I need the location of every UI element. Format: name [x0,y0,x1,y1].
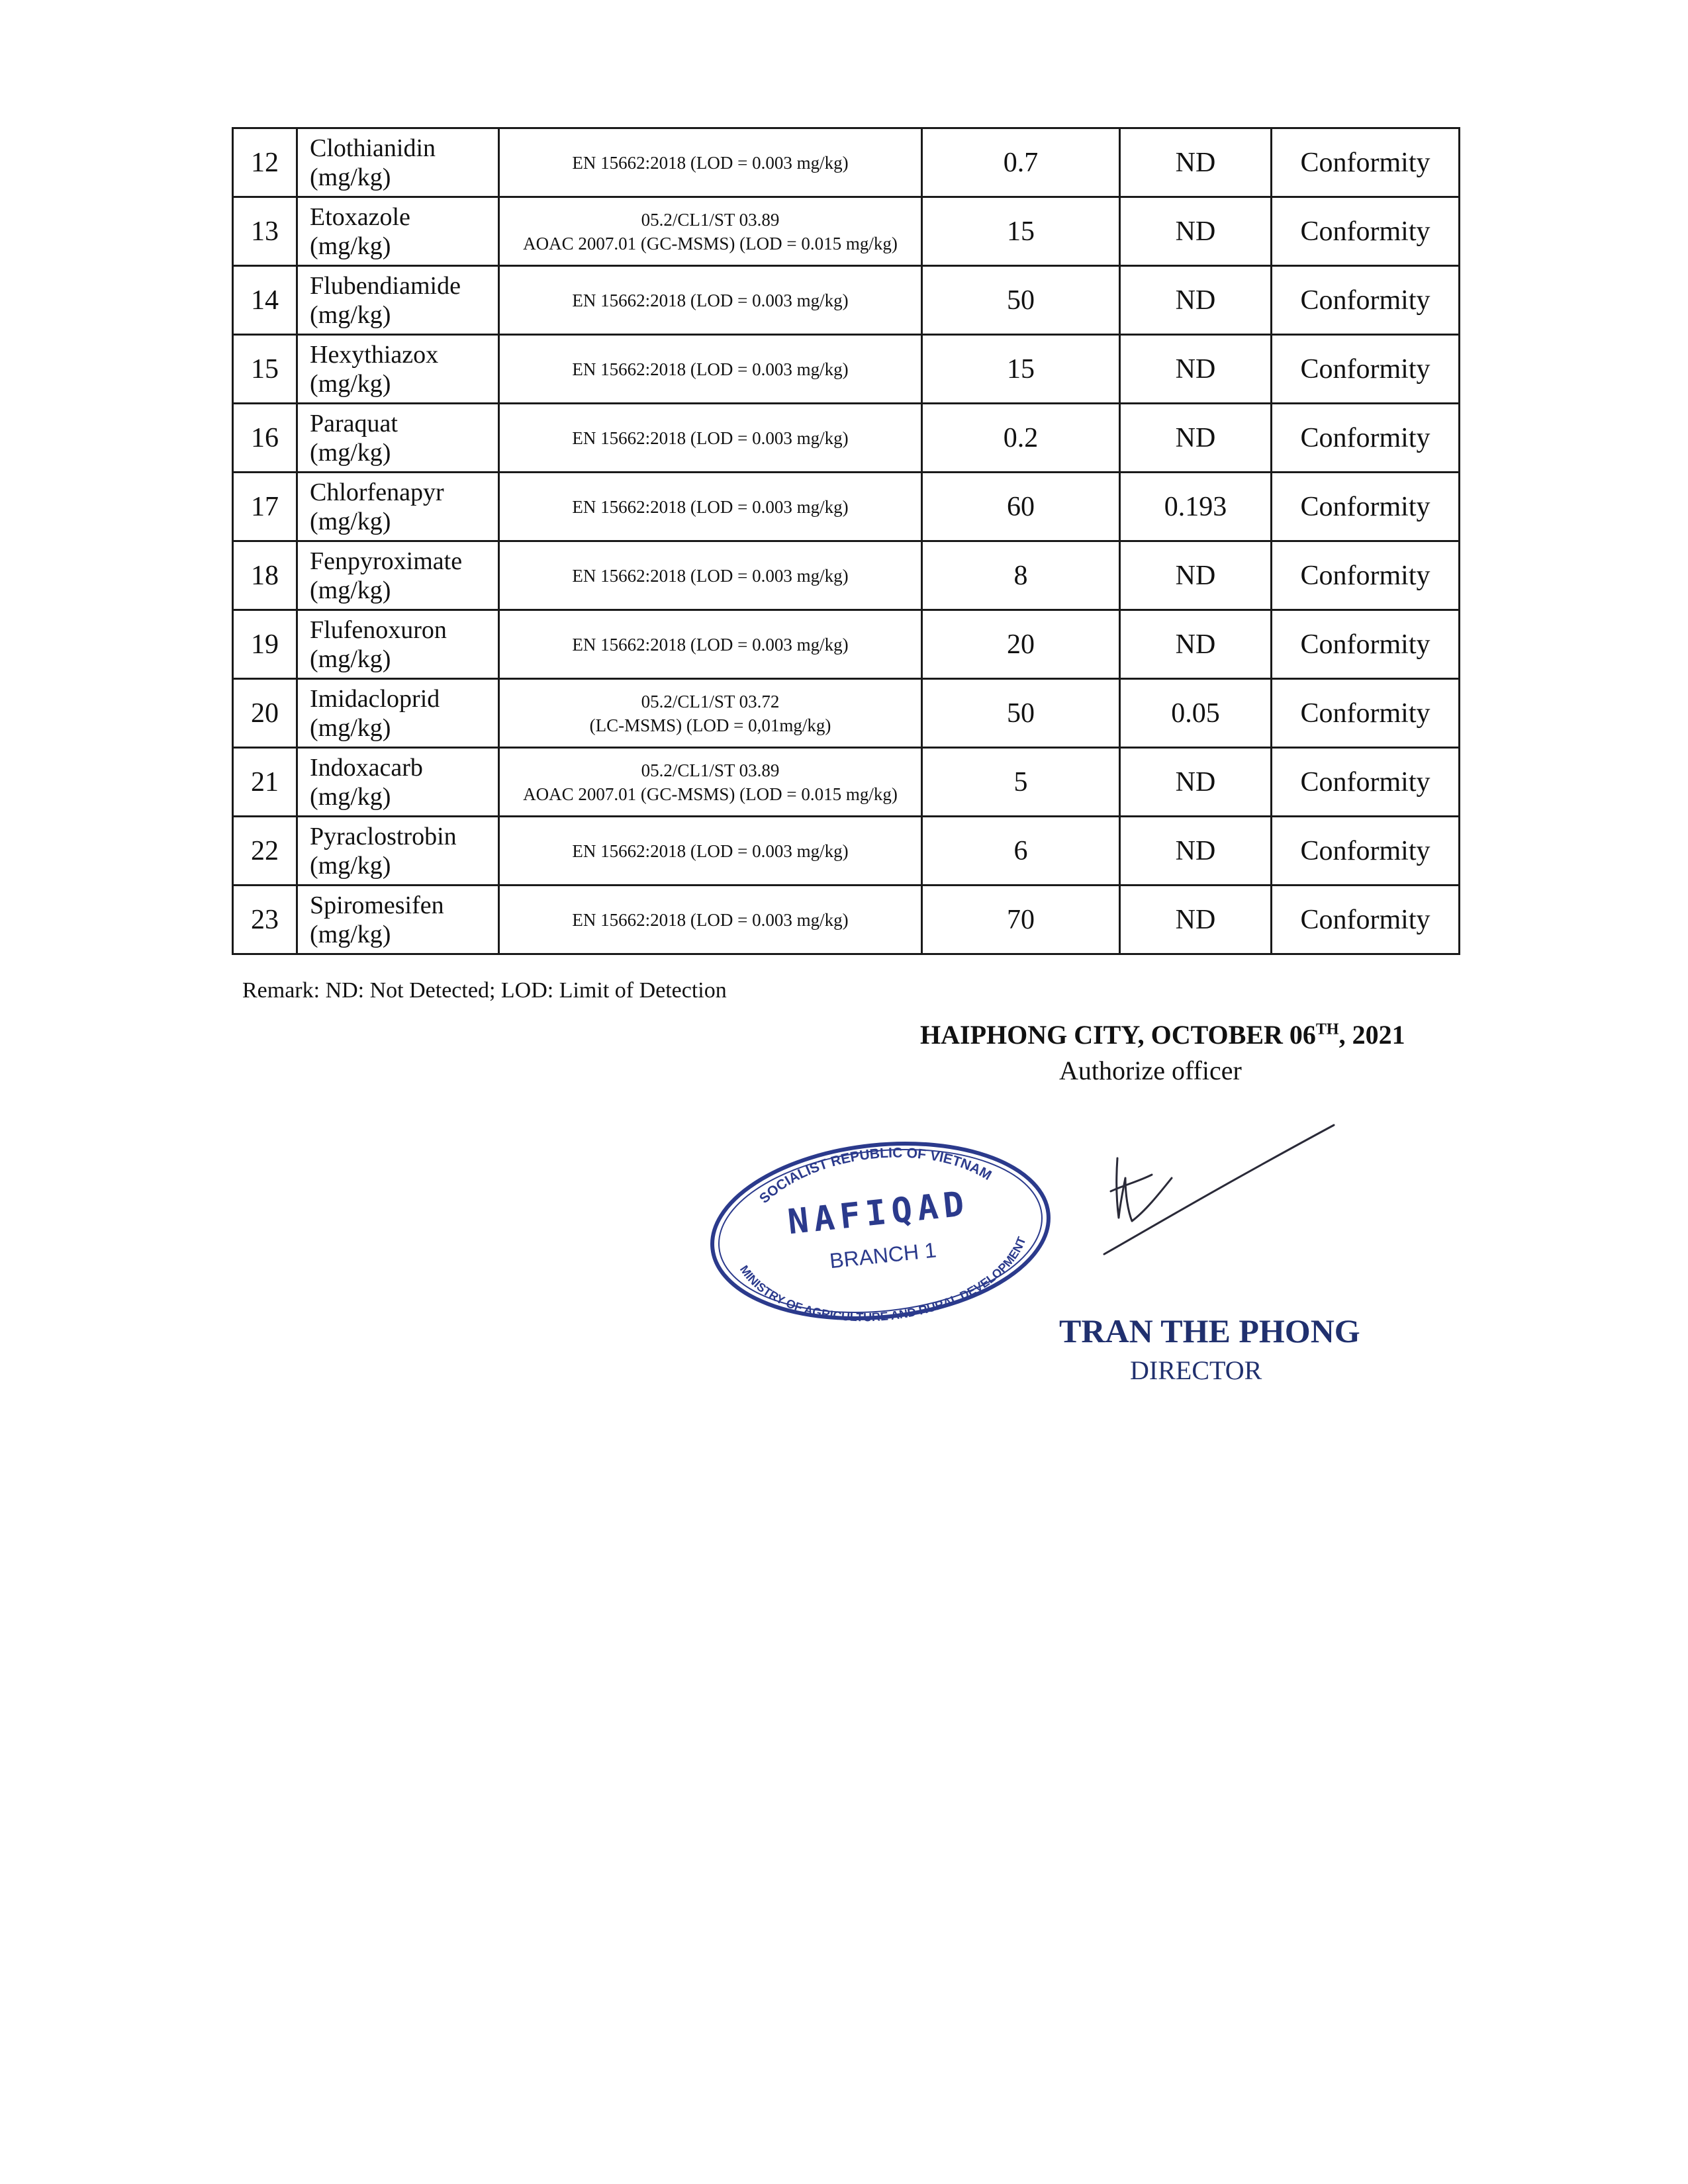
parameter-cell [297,335,499,404]
parameter-unit: (mg/kg) [310,232,391,260]
parameter-cell [297,128,499,197]
parameter-cell [297,679,499,748]
test-method-line: 05.2/CL1/ST 03.89 [641,760,780,780]
table-row [233,541,1460,610]
test-method-line: EN 15662:2018 (LOD = 0.003 mg/kg) [572,290,849,310]
result-value: ND [1120,335,1272,404]
parameter-name: Spiromesifen [310,891,444,919]
date-suffix: TH [1315,1021,1339,1038]
limit-value: 70 [922,886,1120,954]
parameter-cell [297,610,499,679]
evaluation-value: Conformity [1272,817,1460,886]
test-method [499,541,922,610]
result-value: ND [1120,541,1272,610]
table-row [233,404,1460,473]
test-method [499,128,922,197]
place-date-text: HAIPHONG CITY, OCTOBER 06 [920,1020,1316,1050]
limit-value: 50 [922,679,1120,748]
test-method [499,886,922,954]
test-method [499,266,922,335]
table-row [233,610,1460,679]
parameter-cell [297,473,499,541]
parameter-name: Etoxazole [310,203,410,231]
limit-value: 50 [922,266,1120,335]
limit-value: 5 [922,748,1120,817]
test-method-line: EN 15662:2018 (LOD = 0.003 mg/kg) [572,496,849,517]
result-value: ND [1120,817,1272,886]
limit-value: 60 [922,473,1120,541]
test-method [499,197,922,266]
test-method-line: EN 15662:2018 (LOD = 0.003 mg/kg) [572,359,849,379]
nafiqad-stamp [702,1132,1059,1330]
parameter-unit: (mg/kg) [310,576,391,604]
test-method-line: AOAC 2007.01 (GC-MSMS) (LOD = 0.015 mg/kg) [523,784,898,804]
test-method [499,679,922,748]
result-value: ND [1120,886,1272,954]
parameter-cell [297,266,499,335]
row-number: 20 [233,679,297,748]
limit-value: 6 [922,817,1120,886]
result-value: ND [1120,748,1272,817]
limit-value: 15 [922,197,1120,266]
parameter-name: Flufenoxuron [310,615,447,644]
parameter-unit: (mg/kg) [310,713,391,742]
test-method-line: EN 15662:2018 (LOD = 0.003 mg/kg) [572,909,849,930]
test-method-line: 05.2/CL1/ST 03.72 [641,691,780,711]
row-number: 22 [233,817,297,886]
row-number: 19 [233,610,297,679]
row-number: 14 [233,266,297,335]
table-row [233,335,1460,404]
test-method-line: (LC-MSMS) (LOD = 0,01mg/kg) [589,715,831,735]
row-number: 18 [233,541,297,610]
parameter-unit: (mg/kg) [310,920,391,948]
remark-note: Remark: ND: Not Detected; LOD: Limit of Detection [242,978,727,1003]
test-method-line: EN 15662:2018 (LOD = 0.003 mg/kg) [572,841,849,861]
test-method [499,748,922,817]
row-number: 15 [233,335,297,404]
place-date [920,1019,1423,1050]
result-value: ND [1120,128,1272,197]
table-row [233,886,1460,954]
test-method-line: AOAC 2007.01 (GC-MSMS) (LOD = 0.015 mg/kg) [523,233,898,253]
test-method-line: 05.2/CL1/ST 03.89 [641,209,780,230]
result-value: 0.193 [1120,473,1272,541]
parameter-name: Hexythiazox [310,340,439,369]
results-table [232,127,1460,955]
parameter-unit: (mg/kg) [310,369,391,398]
evaluation-value: Conformity [1272,335,1460,404]
stamp-top-arc-path: SOCIALIST REPUBLIC OF VIETNAM [756,1145,994,1206]
table-row [233,266,1460,335]
test-method-line: EN 15662:2018 (LOD = 0.003 mg/kg) [572,565,849,586]
parameter-cell [297,886,499,954]
test-method [499,335,922,404]
result-value: 0.05 [1120,679,1272,748]
row-number: 23 [233,886,297,954]
limit-value: 8 [922,541,1120,610]
parameter-name: Fenpyroximate [310,547,463,575]
table-row [233,817,1460,886]
limit-value: 0.2 [922,404,1120,473]
table-row [233,748,1460,817]
parameter-cell [297,541,499,610]
parameter-unit: (mg/kg) [310,163,391,191]
evaluation-value: Conformity [1272,128,1460,197]
parameter-unit: (mg/kg) [310,507,391,535]
table-row [233,197,1460,266]
evaluation-value: Conformity [1272,679,1460,748]
parameter-name: Imidacloprid [310,684,440,713]
result-value: ND [1120,266,1272,335]
parameter-name: Paraquat [310,409,398,437]
parameter-unit: (mg/kg) [310,645,391,673]
parameter-unit: (mg/kg) [310,851,391,880]
signature-stroke [1104,1125,1334,1254]
row-number: 13 [233,197,297,266]
test-method [499,473,922,541]
test-method-line: EN 15662:2018 (LOD = 0.003 mg/kg) [572,428,849,448]
test-method [499,610,922,679]
parameter-unit: (mg/kg) [310,300,391,329]
limit-value: 15 [922,335,1120,404]
stamp-org: NAFIQAD [786,1183,972,1243]
parameter-cell [297,197,499,266]
result-value: ND [1120,610,1272,679]
evaluation-value: Conformity [1272,886,1460,954]
signature [1099,1112,1337,1264]
authorize-officer: Authorize officer [1059,1056,1242,1085]
parameter-cell [297,404,499,473]
evaluation-value: Conformity [1272,541,1460,610]
parameter-name: Indoxacarb [310,753,423,782]
stamp-branch: BRANCH 1 [828,1238,938,1273]
table-row [233,473,1460,541]
evaluation-value: Conformity [1272,473,1460,541]
limit-value: 0.7 [922,128,1120,197]
evaluation-value: Conformity [1272,404,1460,473]
results-body [233,128,1460,954]
test-method-line: EN 15662:2018 (LOD = 0.003 mg/kg) [572,152,849,173]
row-number: 21 [233,748,297,817]
parameter-cell [297,817,499,886]
row-number: 16 [233,404,297,473]
evaluation-value: Conformity [1272,197,1460,266]
parameter-name: Flubendiamide [310,271,461,300]
signer-name: TRAN THE PHONG [1059,1312,1360,1349]
parameter-unit: (mg/kg) [310,782,391,811]
signature-initials [1111,1158,1172,1221]
table-row [233,128,1460,197]
evaluation-value: Conformity [1272,266,1460,335]
parameter-name: Chlorfenapyr [310,478,444,506]
test-method [499,817,922,886]
stamp-bottom-arc-path: MINISTRY OF AGRICULTURE AND RURAL DEVELOPMENT [737,1235,1029,1324]
test-method-line: EN 15662:2018 (LOD = 0.003 mg/kg) [572,634,849,655]
result-value: ND [1120,197,1272,266]
test-method [499,404,922,473]
result-value: ND [1120,404,1272,473]
evaluation-value: Conformity [1272,610,1460,679]
date-year: , 2021 [1338,1020,1405,1050]
table-row [233,679,1460,748]
row-number: 12 [233,128,297,197]
parameter-name: Pyraclostrobin [310,822,457,850]
parameter-name: Clothianidin [310,134,436,162]
evaluation-value: Conformity [1272,748,1460,817]
parameter-unit: (mg/kg) [310,438,391,467]
row-number: 17 [233,473,297,541]
parameter-cell [297,748,499,817]
signer-title: DIRECTOR [1130,1355,1262,1385]
limit-value: 20 [922,610,1120,679]
